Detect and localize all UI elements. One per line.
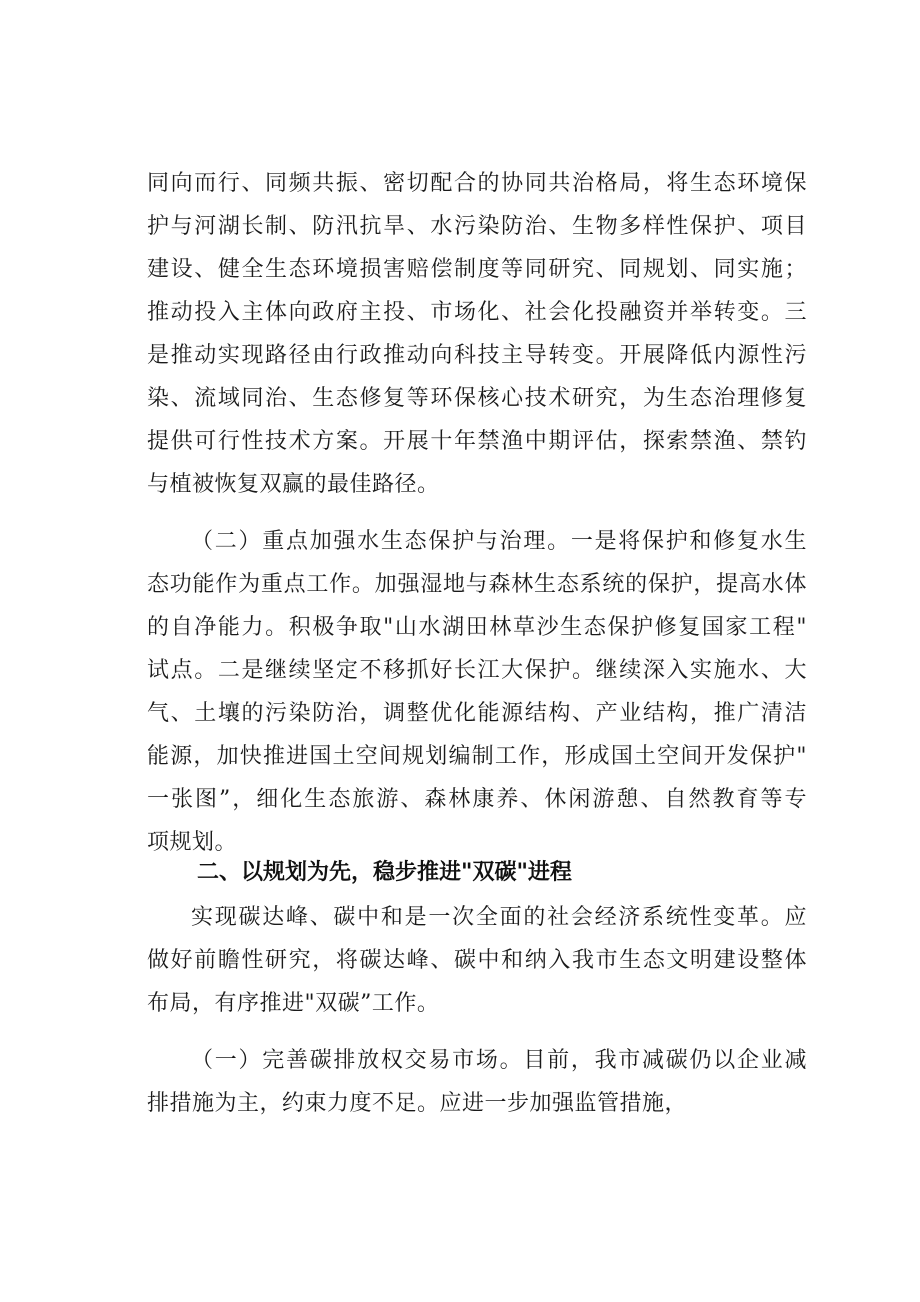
paragraph-line: 气、土壤的污染防治，调整优化能源结构、产业结构，推广清洁 <box>147 701 807 726</box>
paragraph-line: （一）完善碳排放权交易市场。目前，我市减碳仍以企业减 <box>191 1048 807 1073</box>
paragraph-line: 试点。二是继续坚定不移抓好长江大保护。继续深入实施水、大 <box>147 658 807 683</box>
paragraph-line: 的自净能力。积极争取"山水湖田林草沙生态保护修复国家工程" <box>147 615 807 640</box>
paragraph-line: 排措施为主，约束力度不足。应进一步加强监管措施， <box>147 1091 688 1116</box>
paragraph-line: 建设、健全生态环境损害赔偿制度等同研究、同规划、同实施； <box>147 257 807 282</box>
paragraph-line: 布局，有序推进"双碳”工作。 <box>147 991 440 1016</box>
paragraph-line: 项规划。 <box>147 830 238 855</box>
paragraph-line: 是推动实现路径由行政推动向科技主导转变。开展降低内源性污 <box>147 343 807 368</box>
paragraph-line: 与植被恢复双赢的最佳路径。 <box>147 472 440 497</box>
paragraph-line: 实现碳达峰、碳中和是一次全面的社会经济系统性变革。应 <box>191 905 807 930</box>
paragraph-line: 同向而行、同频共振、密切配合的协同共治格局，将生态环境保 <box>147 171 807 196</box>
paragraph-line: 能源，加快推进国土空间规划编制工作，形成国土空间开发保护" <box>147 744 807 769</box>
paragraph-line: 态功能作为重点工作。加强湿地与森林生态系统的保护，提高水体 <box>147 572 807 597</box>
paragraph-line: （二）重点加强水生态保护与治理。一是将保护和修复水生 <box>191 529 807 554</box>
section-heading: 二、以规划为先，稳步推进"双碳"进程 <box>197 860 572 885</box>
paragraph-line: 推动投入主体向政府主投、市场化、社会化投融资并举转变。三 <box>147 300 807 325</box>
paragraph-line: 护与河湖长制、防汛抗旱、水污染防治、生物多样性保护、项目 <box>147 214 807 239</box>
paragraph-line: 一张图”，细化生态旅游、森林康养、休闲游憩、自然教育等专 <box>147 787 807 812</box>
paragraph-line: 提供可行性技术方案。开展十年禁渔中期评估，探索禁渔、禁钓 <box>147 429 807 454</box>
paragraph-line: 染、流域同治、生态修复等环保核心技术研究，为生态治理修复 <box>147 386 807 411</box>
paragraph-line: 做好前瞻性研究，将碳达峰、碳中和纳入我市生态文明建设整体 <box>147 948 807 973</box>
